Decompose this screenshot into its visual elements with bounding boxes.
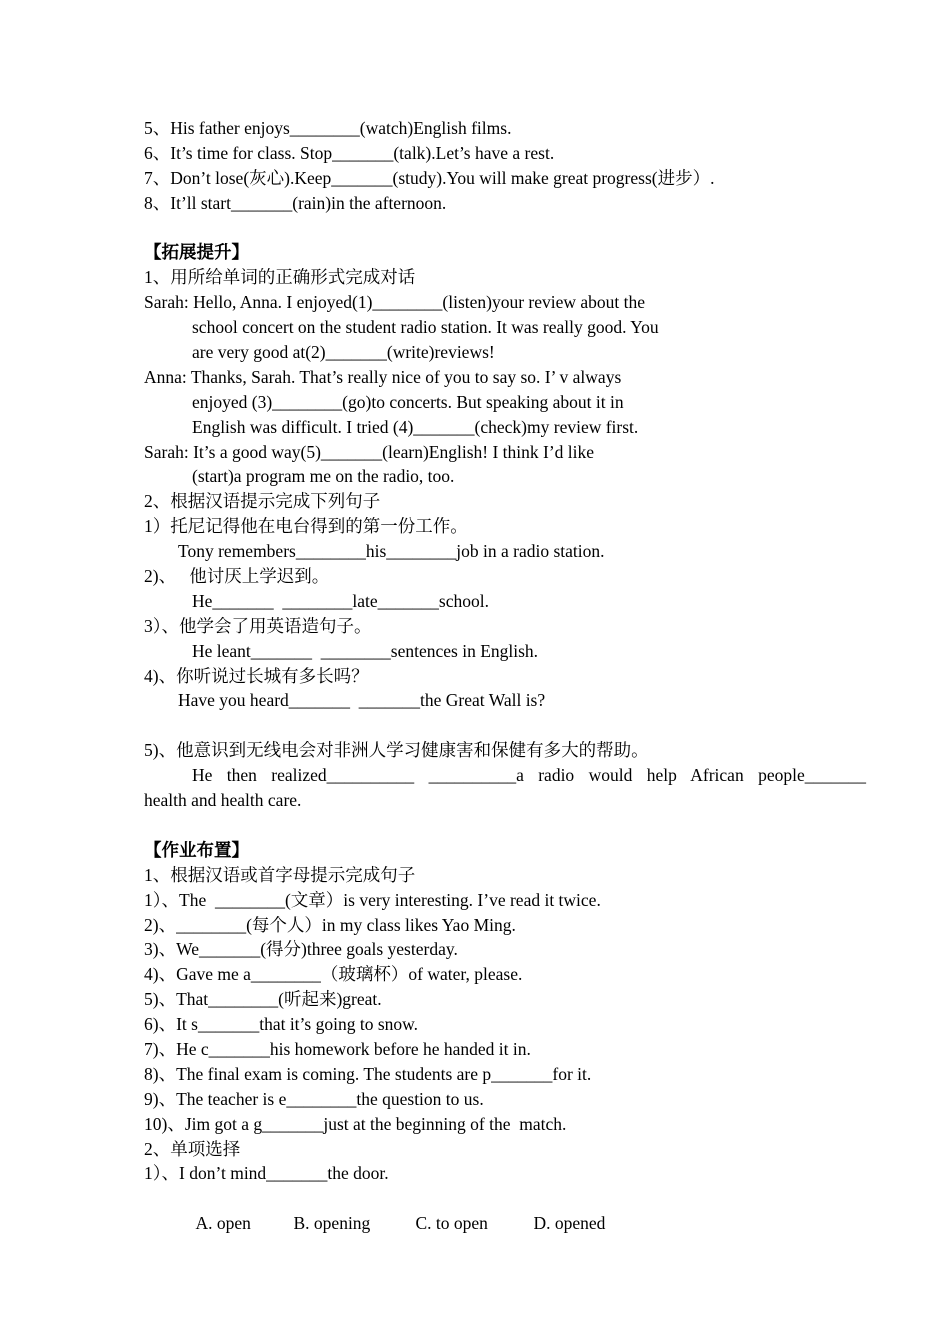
question-cn: 1）托尼记得他在电台得到的第一份工作。 <box>144 516 468 537</box>
mc-option-c: C. to open <box>415 1213 488 1234</box>
part1-title: 1、根据汉语或首字母提示完成句子 <box>144 864 416 885</box>
homework-item: 1）、The ________(文章）is very interesting. I’ve read it twice. <box>144 889 601 910</box>
dialogue-line: Sarah: Hello, Anna. I enjoyed(1)________(listen)your review about the <box>144 292 646 313</box>
question-en: He_______ ________late_______school. <box>192 590 489 611</box>
homework-item: 10)、Jim got a g_______just at the beginning of the match. <box>144 1113 567 1134</box>
question-cn: 3）、他学会了用英语造句子。 <box>144 615 372 636</box>
dialogue-line: are very good at(2)_______(write)reviews! <box>192 342 495 363</box>
spacer <box>144 713 874 738</box>
part1-title: 1、用所给单词的正确形式完成对话 <box>144 267 416 288</box>
section-heading-extension: 【拓展提升】 <box>144 242 249 263</box>
question-en: He then realized__________ __________a radio would help African people_______ <box>192 765 866 786</box>
homework-item: 5)、That________(听起来)great. <box>144 989 382 1010</box>
spacer <box>144 813 874 838</box>
section-heading-homework: 【作业布置】 <box>144 839 249 860</box>
question-en: Tony remembers________his________job in a radio station. <box>178 541 605 562</box>
dialogue-line: school concert on the student radio station. It was really good. You <box>192 317 659 338</box>
dialogue-line: Anna: Thanks, Sarah. That’s really nice of you to say so. I’ v always <box>144 366 622 387</box>
homework-item: 9)、The teacher is e________the question to us. <box>144 1088 484 1109</box>
exercise-line-7: 7、Don’t lose(灰心).Keep_______(study).You will make great progress(进步）. <box>144 167 715 188</box>
homework-item: 7)、He c_______his homework before he handed it in. <box>144 1038 531 1059</box>
question-cn: 2)、 他讨厌上学迟到。 <box>144 566 330 587</box>
question-cn: 4)、你听说过长城有多长吗？ <box>144 665 369 686</box>
document-page <box>144 116 874 1234</box>
question-en-continued: health and health care. <box>144 790 302 811</box>
question-en: Have you heard_______ _______the Great Wall is? <box>178 690 546 711</box>
part2-title: 2、单项选择 <box>144 1138 241 1159</box>
mc-option-d: D. opened <box>533 1213 606 1234</box>
dialogue-line: English was difficult. I tried (4)_______(check)my review first. <box>192 416 639 437</box>
homework-item: 3)、We_______(得分)three goals yesterday. <box>144 939 458 960</box>
exercise-line-6: 6、It’s time for class. Stop_______(talk).Let’s have a rest. <box>144 142 555 163</box>
spacer <box>144 216 874 241</box>
part2-title: 2、根据汉语提示完成下列句子 <box>144 491 381 512</box>
homework-item: 2)、________(每个人）in my class likes Yao Ming. <box>144 914 516 935</box>
mc-option-b: B. opening <box>293 1213 371 1234</box>
exercise-line-8: 8、It’ll start_______(rain)in the afternoon. <box>144 192 447 213</box>
mc-question: 1）、I don’t mind_______the door. <box>144 1163 389 1184</box>
homework-item: 4)、Gave me a________（玻璃杯）of water, please. <box>144 964 523 985</box>
question-cn: 5)、他意识到无线电会对非洲人学习健康害和保健有多大的帮助。 <box>144 740 649 761</box>
mc-options <box>144 1186 874 1234</box>
homework-item: 6)、It s_______that it’s going to snow. <box>144 1014 419 1035</box>
dialogue-line: enjoyed (3)________(go)to concerts. But speaking about it in <box>192 391 624 412</box>
dialogue-line: Sarah: It’s a good way(5)_______(learn)English! I think I’d like <box>144 441 595 462</box>
mc-option-a: A. open <box>195 1213 251 1234</box>
exercise-line-5: 5、His father enjoys________(watch)English films. <box>144 118 512 138</box>
dialogue-line: (start)a program me on the radio, too. <box>192 466 455 487</box>
homework-item: 8)、The final exam is coming. The students are p_______for it. <box>144 1063 592 1084</box>
question-en: He leant_______ ________sentences in English. <box>192 640 539 661</box>
